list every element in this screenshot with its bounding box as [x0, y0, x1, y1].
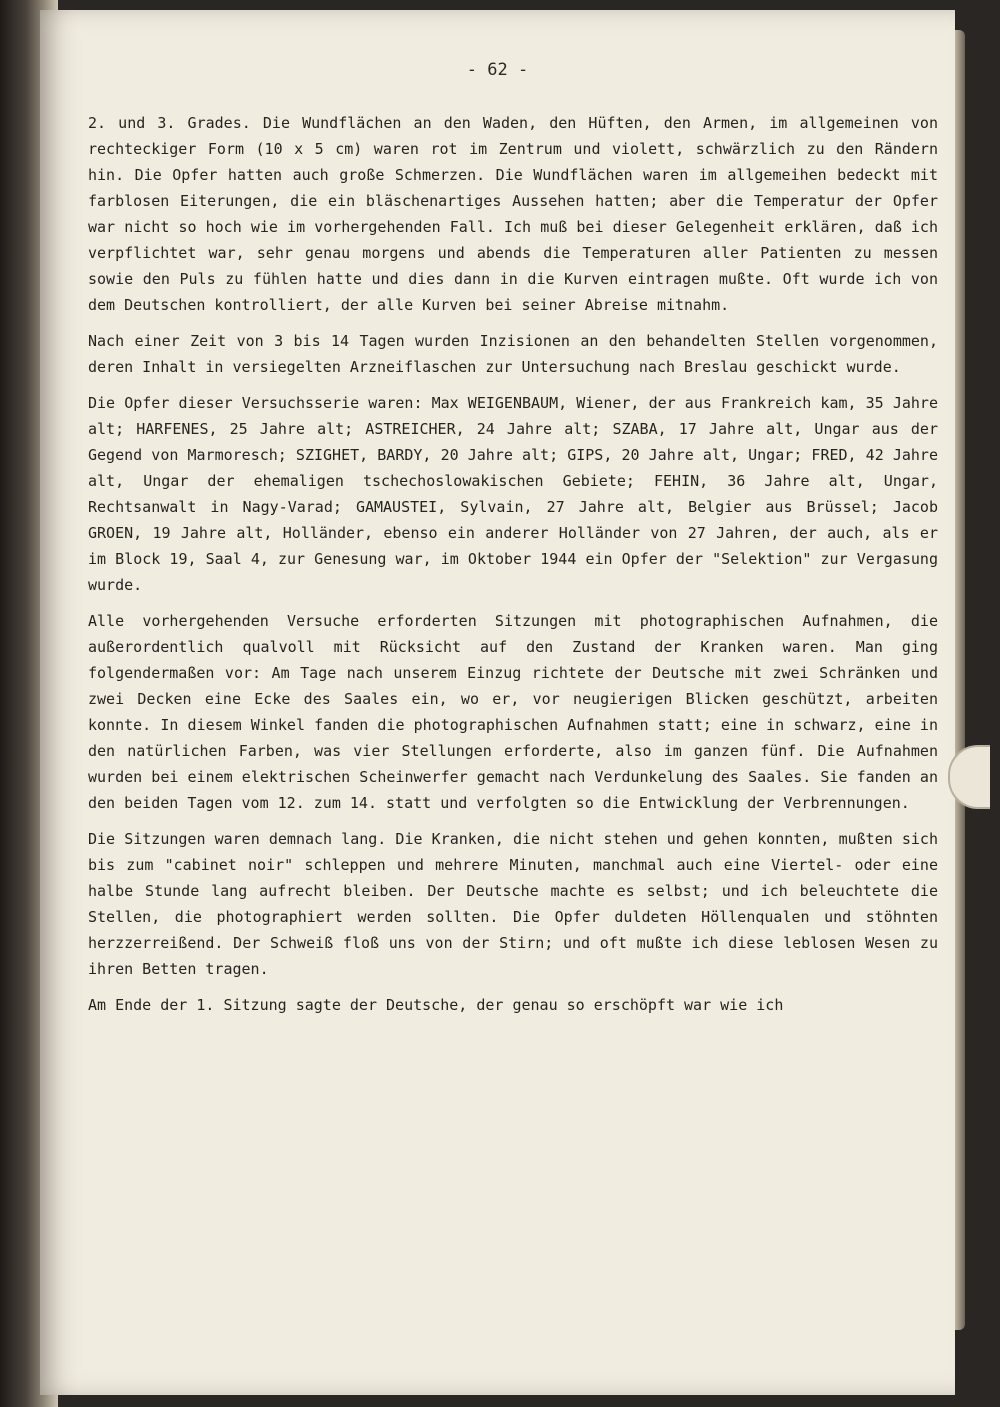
paragraph-6: Am Ende der 1. Sitzung sagte der Deutsche, der genau so erschöpft war wie ich — [88, 996, 784, 1014]
document-page — [40, 10, 955, 1395]
paragraph-2: Nach einer Zeit von 3 bis 14 Tagen wurden Inzisionen an den behandelten Stellen vorgenommen, deren Inhalt in versiegelten Arzneiflaschen zur Untersuchung nach Breslau geschickt wurde. — [88, 332, 938, 376]
paragraph-3: Die Opfer dieser Versuchsserie waren: Max WEIGENBAUM, Wiener, der aus Frankreich kam, 35 Jahre alt; HARFENES, 25 Jahre alt; ASTREICHER, 24 Jahre alt; SZABA, 17 Jahre alt, Ungar aus der Gegend von Marmoresch; SZIGHET, BARDY, 20 Jahre alt; GIPS, 20 Jahre alt, Ungar; FRED, 42 Jahre alt, Ungar der ehemaligen tschechoslowakischen Gebiete; FEHIN, 36 Jahre alt, Ungar, Rechtsanwalt in Nagy-Varad; GAMAUSTEI, Sylvain, 27 Jahre alt, Belgier aus Brüssel; Jacob GROEN, 19 Jahre alt, Holländer, ebenso ein anderer Holländer von 27 Jahren, der auch, als er im Block 19, Saal 4, zur Genesung war, im Oktober 1944 ein Opfer der "Selektion" zur Vergasung wurde. — [88, 394, 938, 594]
page-body — [88, 110, 938, 1028]
paragraph-4: Alle vorhergehenden Versuche erforderten Sitzungen mit photographischen Aufnahmen, die außerordentlich qualvoll mit Rücksicht auf den Zustand der Kranken waren. Man ging folgendermaßen vor: Am Tage nach unserem Einzug richtete der Deutsche mit zwei Schränken und zwei Decken eine Ecke des Saales ein, wo er, vor neugierigen Blicken geschützt, arbeiten konnte. In diesem Winkel fanden die photographischen Aufnahmen statt; eine in schwarz, eine in den natürlichen Farben, was vier Stellungen erforderte, also im ganzen fünf. Die Aufnahmen wurden bei einem elektrischen Scheinwerfer gemacht nach Verdunkelung des Saales. Sie fanden an den beiden Tagen vom 12. zum 14. statt und verfolgten so die Entwicklung der Verbrennungen. — [88, 612, 938, 812]
paragraph-1: 2. und 3. Grades. Die Wundflächen an den Waden, den Hüften, den Armen, im allgemeinen von rechteckiger Form (10 x 5 cm) waren rot im Zentrum und violett, schwärzlich zu den Rändern hin. Die Opfer hatten auch große Schmerzen. Die Wundflächen waren im allgemeihen bedeckt mit farblosen Eiterungen, die ein bläschenartiges Aussehen hatten; aber die Temperatur der Opfer war nicht so hoch wie im vorhergehenden Fall. Ich muß bei dieser Gelegenheit erklären, daß ich verpflichtet war, sehr genau morgens und abends die Temperaturen aller Patienten zu messen sowie den Puls zu fühlen hatte und dies dann in die Kurven eintragen mußte. Oft wurde ich von dem Deutschen kontrolliert, der alle Kurven bei seiner Abreise mitnahm. — [88, 114, 938, 314]
paragraph-5: Die Sitzungen waren demnach lang. Die Kranken, die nicht stehen und gehen konnten, mußten sich bis zum "cabinet noir" schleppen und mehrere Minuten, manchmal auch eine Viertel- oder eine halbe Stunde lang aufrecht bleiben. Der Deutsche machte es selbst; und ich beleuchtete die Stellen, die photographiert werden sollten. Die Opfer duldeten Höllenqualen und stöhnten herzzerreißend. Der Schweiß floß uns von der Stirn; und oft mußte ich diese leblosen Wesen zu ihren Betten tragen. — [88, 830, 938, 978]
page-number: - 62 - — [466, 60, 529, 80]
page-tab-mark — [948, 745, 990, 809]
